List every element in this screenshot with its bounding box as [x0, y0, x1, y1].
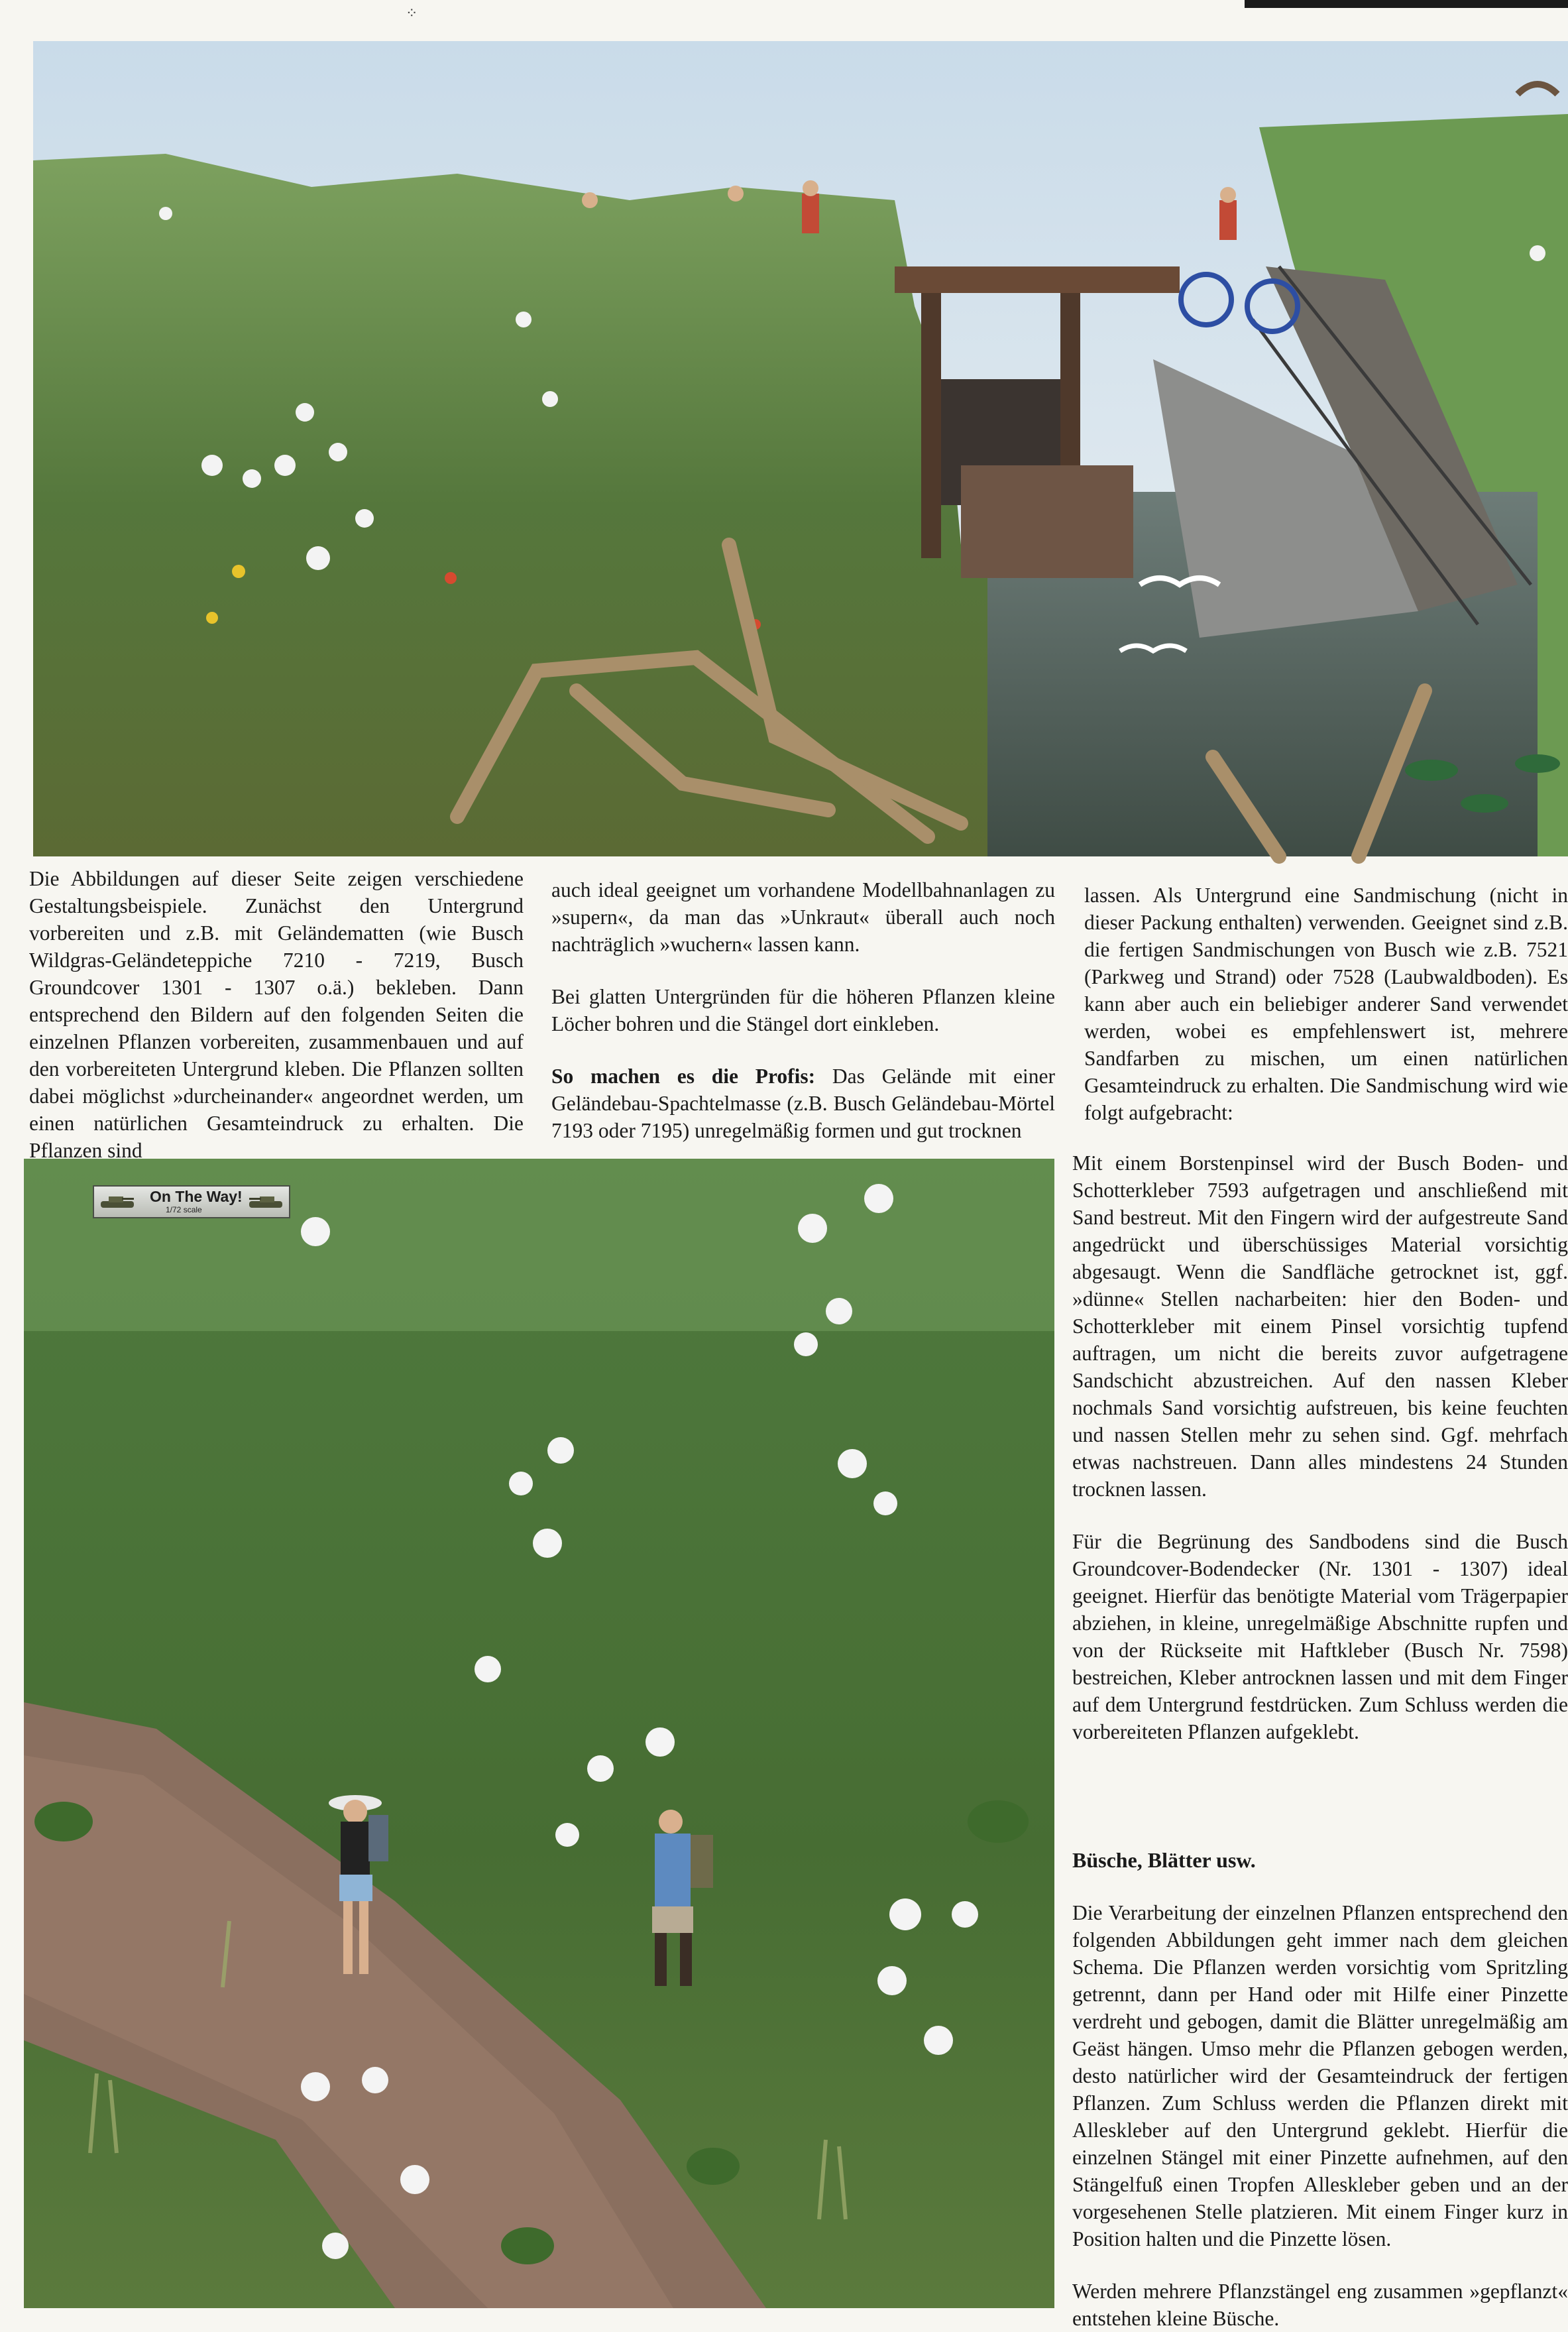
- tank-icon: [99, 1195, 135, 1209]
- badge-subtitle: 1/72 scale: [166, 1205, 202, 1214]
- paragraph-pro-tip: [551, 1063, 1055, 1144]
- scan-edge-bar: [1245, 0, 1568, 8]
- paragraph: Werden mehrere Pflanzstängel eng zusammen »gepflanzt« entstehen kleine Büsche.: [1072, 2280, 1568, 2330]
- badge-title: On The Way!: [150, 1188, 243, 1205]
- text-column-right-top: [1084, 882, 1568, 1153]
- text-column-right-bottom: [1072, 1149, 1568, 2330]
- photo-hiking-path-scene: [24, 1159, 1054, 2308]
- tank-icon: [248, 1195, 284, 1209]
- photo-lock-scene: [33, 41, 1568, 856]
- pro-tip-lead: So machen es die Profis:: [551, 1065, 816, 1088]
- on-the-way-badge: [93, 1185, 290, 1218]
- paragraph: Mit einem Borstenpinsel wird der Busch Boden- und Schotterkleber 7593 aufgetragen und anschließend mit Sand bestreut. Mit den Fingern wird der aufgestreute Sand angedrückt und überschüssiges Material vorsichtig abgesaugt. Wenn die Sandfläche getrocknet ist, ggf. »dünne« Stellen nacharbeiten: hier den Boden- und Schotterkleber mit einem Pinsel vorsichtig tupfend auftragen, um nicht die bereits zuvor aufgetragene Sandschicht abzustreichen. Auf den nassen Kleber nochmals Sand vorsichtig aufstreuen, bis keine feuchten und nassen Stellen mehr zu sehen sind. Ggf. mehrfach etwas nachstreuen. Dann alles mindestens 24 Stunden trocknen lassen.: [1072, 1151, 1568, 1501]
- paragraph: Für die Begrünung des Sandbodens sind die Busch Groundcover-Bodendecker (Nr. 1301 - 1307) ideal geeignet. Hierfür das benötigte Material vom Trägerpapier abziehen, in kleine, unregelmäßige Abschnitte rupfen und von der Rückseite mit Haftkleber (Busch Nr. 7598) bestreichen, Kleber antrocknen lassen und mit dem Finger auf dem Untergrund festdrücken. Zum Schluss werden die vorbereiteten Pflanzen aufgeklebt.: [1072, 1530, 1568, 1743]
- photo-lock-scene-graphic: [33, 41, 1568, 856]
- text-column-middle: [551, 876, 1055, 1148]
- scan-dust-mark: ⁘: [406, 5, 418, 21]
- paragraph: lassen. Als Untergrund eine Sandmischung (nicht in dieser Packung enthalten) verwenden. Geeignet sind z.B. die fertigen Sandmischungen von Busch wie z.B. 7521 (Parkweg und Strand) oder 7528 (Laubwaldboden). Es kann aber auch ein beliebiger anderer Sand verwendet werden, wobei es empfehlenswert ist, mehrere Sandfarben zu mischen, um einen natürlichen Gesamteindruck zu erhalten. Die Sandmischung wird wie folgt aufgebracht:: [1084, 884, 1568, 1124]
- paragraph: Die Verarbeitung der einzelnen Pflanzen entsprechend den folgenden Abbildungen geht immer nach dem gleichen Schema. Die Pflanzen werden vorsichtig vom Spritzling getrennt, dann per Hand oder mit Hilfe einer Pinzette verdreht und gebogen, damit die Blätter unregelmäßig am Geäst hängen. Umso mehr die Pflanzen gebogen werden, desto natürlicher wird der Gesamteindruck der fertigen Pflanzen. Zum Schluss werden die Pflanzen direkt mit Alleskleber auf den Untergrund geklebt. Hierfür die einzelnen Stängel mit einer Pinzette aufnehmen, auf den Stängelfuß einen Tropfen Alleskleber geben und an der vorgesehenen Stelle platzieren. Mit einem Finger kurz in Position halten und die Pinzette lösen.: [1072, 1901, 1568, 2250]
- paragraph: Die Abbildungen auf dieser Seite zeigen verschiedene Gestaltungsbeispiele. Zunächst den Untergrund vorbereiten und z.B. mit Geländematten (wie Busch Wildgras-Geländeteppiche 7210 - 7219, Busch Groundcover 1301 - 1307 o.ä.) bekleben. Dann entsprechend den Bildern auf den folgenden Seiten die einzelnen Pflanzen vorbereiten, zusammenbauen und auf den vorbereiteten Untergrund kleben. Die Pflanzen sollten dabei möglichst »durcheinander« angeordnet werden, um einen natürlichen Gesamteindruck zu erhalten. Die Pflanzen sind: [29, 867, 524, 1162]
- text-column-left: [29, 865, 524, 1162]
- paragraph: auch ideal geeignet um vorhandene Modellbahnanlagen zu »supern«, da man das »Unkraut« überall auch noch nachträglich »wuchern« lassen kann.: [551, 878, 1055, 956]
- pro-tip-text: Das Gelände mit einer Geländebau-Spachtelmasse (z.B. Busch Geländebau-Mörtel 7193 oder 7195) unregelmäßig formen und gut trocknen: [551, 1065, 1055, 1142]
- paragraph: Bei glatten Untergründen für die höheren Pflanzen kleine Löcher bohren und die Stängel dort einkleben.: [551, 985, 1055, 1035]
- section-heading: Büsche, Blätter usw.: [1072, 1848, 1256, 1872]
- photo-hiking-path-graphic: [24, 1159, 1054, 2308]
